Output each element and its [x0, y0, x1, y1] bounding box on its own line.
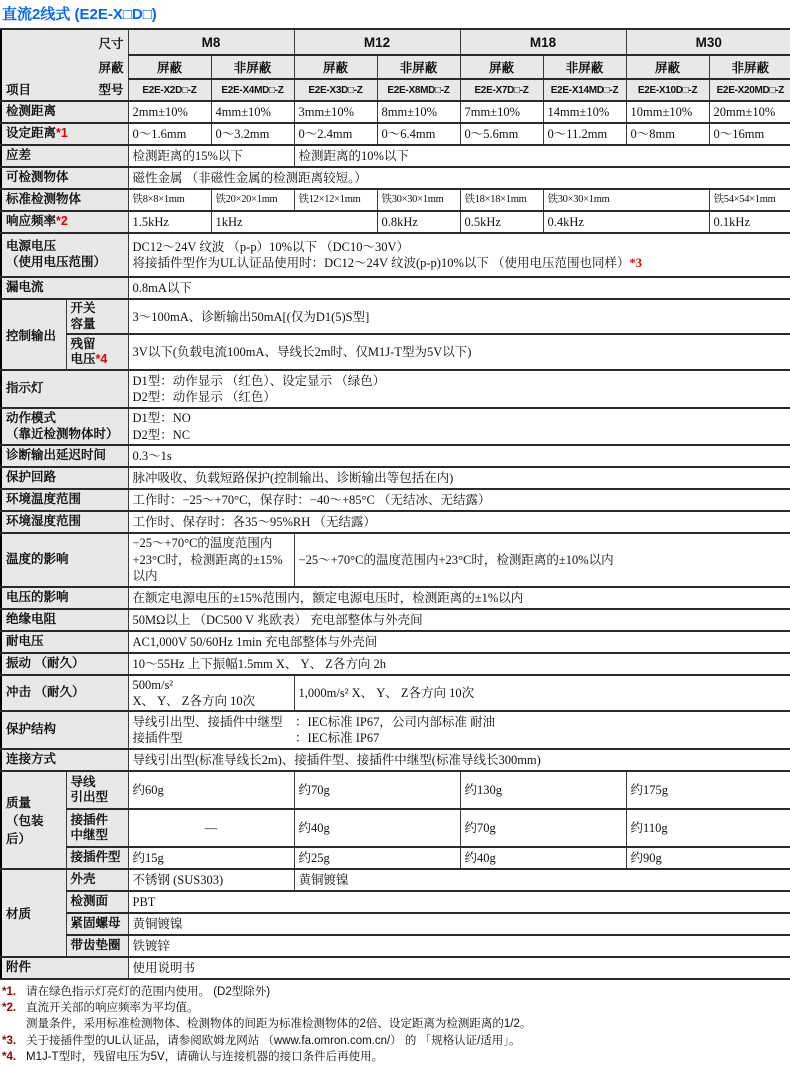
row-label: 漏电流: [1, 277, 128, 299]
spec-cell: 约130g: [460, 771, 626, 809]
shield-label: 屏蔽: [98, 60, 124, 75]
model-label: 型号: [98, 82, 124, 97]
cell-text-line: 带齿垫圈: [70, 938, 121, 953]
spec-cell: 约40g: [294, 809, 460, 847]
cell-text-line: 紧固螺母: [70, 916, 121, 931]
cell-text-line: 容量: [70, 316, 96, 331]
shield-header-cell: 屏蔽: [128, 55, 211, 79]
cell-text-line: 接插件: [70, 812, 109, 827]
cell-text-line: 质量: [6, 796, 32, 811]
row-sublabel: [66, 847, 128, 869]
spec-cell: 约40g: [460, 847, 626, 869]
spec-cell: [128, 533, 294, 587]
spec-cell: 约15g: [128, 847, 294, 869]
row-sublabel: [66, 891, 128, 913]
spec-cell: 在额定电源电压的±15%范围内，额定电源电压时，检测距离的±1%以内: [128, 587, 790, 609]
spec-cell: 0.4kHz: [543, 211, 709, 233]
spec-cell: —: [128, 809, 294, 847]
spec-cell: −25～+70°C的温度范围内+23°C时，检测距离的±10%以内: [294, 533, 790, 587]
spec-cell: 黄铜镀镍: [128, 913, 790, 935]
shield-header-cell: 非屏蔽: [709, 55, 790, 79]
row-label: 可检测物体: [1, 167, 128, 189]
row-insulation-resistance: [1, 609, 790, 631]
shield-header-cell: 屏蔽: [626, 55, 709, 79]
spec-cell: 0～11.2mm: [543, 123, 626, 145]
spec-cell: 1,000m/s² X、 Y、 Z各方向 10次: [294, 675, 790, 712]
spec-cell: 脉冲吸收、负载短路保护(控制输出、诊断输出等包括在内): [128, 467, 790, 489]
row-temperature-influence: [1, 533, 790, 587]
spec-cell: 20mm±10%: [709, 101, 790, 123]
asterisk-note: *1: [56, 126, 68, 141]
cell-text-line: 引出型: [70, 790, 109, 805]
shield-header-cell: 非屏蔽: [211, 55, 294, 79]
spec-cell: 不锈钢 (SUS303): [128, 869, 294, 891]
spec-cell: 工作时、保存时：各35～95%RH （无结露）: [128, 511, 790, 533]
cell-text-line: +23°C时，检测距离的±15%: [132, 552, 283, 567]
spec-cell: [128, 370, 790, 408]
row-leakage-current: [1, 277, 790, 299]
row-connection-method: [1, 749, 790, 771]
spec-cell: 铁20×20×1mm: [211, 189, 294, 211]
spec-cell: 1.5kHz: [128, 211, 211, 233]
spec-cell: 工作时：−25～+70°C，保存时：−40～+85°C （无结冰、无结露）: [128, 489, 790, 511]
model-header-cell: E2E-X2D□-Z: [128, 79, 211, 101]
spec-cell: PBT: [128, 891, 790, 913]
spec-cell: 铁30×30×1mm: [543, 189, 709, 211]
spec-cell: 50MΩ以上 （DC500 V 兆欧表） 充电部整体与外壳间: [128, 609, 790, 631]
row-material-washer: [1, 935, 790, 957]
row-label: 温度的影响: [1, 533, 128, 587]
row-label: 连接方式: [1, 749, 128, 771]
row-label: [1, 233, 128, 277]
spec-cell: 4mm±10%: [211, 101, 294, 123]
cell-text-line: DC12～24V 纹波 （p-p）10%以下 （DC10～30V）: [132, 239, 410, 254]
row-label: 保护结构: [1, 711, 128, 749]
cell-text-line: 500m/s²: [132, 677, 174, 692]
spec-cell: 使用说明书: [128, 957, 790, 979]
row-label: 诊断输出延迟时间: [1, 445, 128, 467]
cell-text-line: 导线: [70, 774, 96, 789]
spec-table: [0, 28, 790, 980]
row-protection-structure: [1, 711, 790, 749]
footnote: [2, 1049, 788, 1065]
row-dielectric-strength: [1, 631, 790, 653]
spec-cell: 0～6.4mm: [377, 123, 460, 145]
cell-text-line: 电源电压: [6, 239, 57, 254]
spec-cell: 黄铜镀镍: [294, 869, 790, 891]
cell-text-line: 外壳: [70, 872, 96, 887]
cell-text-line: 开关: [70, 301, 96, 315]
footnote: [2, 984, 788, 1000]
header-corner-layout: [6, 31, 124, 99]
row-label: 冲击 （耐久）: [1, 675, 128, 712]
spec-cell: 约70g: [294, 771, 460, 809]
row-label: 标准检测物体: [1, 189, 128, 211]
row-label: 耐电压: [1, 631, 128, 653]
footnote: [2, 1000, 788, 1016]
size-header-cell: M18: [460, 29, 626, 55]
spec-cell: 磁性金属 （非磁性金属的检测距离较短。）: [128, 167, 790, 189]
shield-header-cell: 屏蔽: [460, 55, 543, 79]
spec-cell: 约175g: [626, 771, 790, 809]
footnote: [2, 1033, 788, 1049]
spec-cell: 铁54×54×1mm: [709, 189, 790, 211]
row-sublabel: [66, 913, 128, 935]
footnote-text: M1J-T型时，残留电压为5V，请确认与连接机器的接口条件后再使用。: [26, 1050, 384, 1063]
row-accessory: [1, 957, 790, 979]
row-sublabel: [66, 299, 128, 334]
row-ambient-temperature: [1, 489, 790, 511]
row-sublabel: [66, 935, 128, 957]
asterisk-note: *3: [629, 256, 642, 270]
row-weight-cable: [1, 771, 790, 809]
row-label: 指示灯: [1, 370, 128, 408]
spec-cell: 0.1kHz: [709, 211, 790, 233]
row-material-sensing-face: [1, 891, 790, 913]
row-label: 附件: [1, 957, 128, 979]
row-sublabel: [66, 809, 128, 847]
spec-cell: 3～100mA、诊断输出50mA[(仅为D1(5)S型]: [128, 299, 790, 334]
row-switch-capacity: [1, 299, 790, 334]
group-label-control-output: 控制输出: [1, 299, 66, 370]
row-weight-connector: [1, 847, 790, 869]
cell-text-line: 残留: [70, 336, 96, 351]
spec-cell: 铁18×18×1mm: [460, 189, 543, 211]
spec-cell: 铁8×8×1mm: [128, 189, 211, 211]
spec-cell: [128, 233, 790, 277]
row-ambient-humidity: [1, 511, 790, 533]
row-label: 环境温度范围: [1, 489, 128, 511]
row-material-case: [1, 869, 790, 891]
model-header-cell: E2E-X20MD□-Z: [709, 79, 790, 101]
cell-text-line: 检测面: [70, 894, 109, 909]
spec-cell: 检测距离的10%以下: [294, 145, 790, 167]
footnote-text: 直流开关部的响应频率为平均值。: [26, 1002, 199, 1015]
row-operation-mode: [1, 408, 790, 445]
cell-text-line: （包装: [6, 814, 44, 829]
spec-cell: 0～3.2mm: [211, 123, 294, 145]
spec-cell: 2mm±10%: [128, 101, 211, 123]
page-title: 直流2线式 (E2E-X□D□): [2, 6, 157, 23]
size-header-cell: M8: [128, 29, 294, 55]
spec-cell: 0～1.6mm: [128, 123, 211, 145]
row-label: 保护回路: [1, 467, 128, 489]
group-label-weight: [1, 771, 66, 869]
spec-cell: 7mm±10%: [460, 101, 543, 123]
shield-header-cell: 屏蔽: [294, 55, 377, 79]
row-label: 绝缘电阻: [1, 609, 128, 631]
row-weight-connector-relay: [1, 809, 790, 847]
model-header-cell: E2E-X4MD□-Z: [211, 79, 294, 101]
row-label: 检测距离: [1, 101, 128, 123]
row-set-distance: [1, 123, 790, 145]
cell-text-line: （使用电压范围）: [6, 255, 107, 269]
cell-text-line: 导线引出型、接插件中继型 ：IEC标准 IP67，公司内部标准 耐油: [132, 715, 496, 729]
shield-header-cell: 非屏蔽: [543, 55, 626, 79]
cell-text-line: 中继型: [70, 828, 109, 843]
row-sublabel: [66, 869, 128, 891]
spec-cell: 0～8mm: [626, 123, 709, 145]
row-label: 电压的影响: [1, 587, 128, 609]
cell-text-line: 接插件型 ：IEC标准 IP67: [132, 731, 380, 746]
model-header-cell: E2E-X3D□-Z: [294, 79, 377, 101]
spec-cell: 0～2.4mm: [294, 123, 377, 145]
spec-cell: [128, 675, 294, 712]
cell-text-line: D2型：NC: [132, 427, 191, 442]
row-label: 应差: [1, 145, 128, 167]
shield-header-cell: 非屏蔽: [377, 55, 460, 79]
row-label: 设定距离*1: [1, 123, 128, 145]
row-sublabel: [66, 334, 128, 370]
row-protection-circuit: [1, 467, 790, 489]
spec-cell: [128, 408, 790, 445]
footnotes: [0, 980, 790, 1066]
spec-cell: 约60g: [128, 771, 294, 809]
spec-cell: 约70g: [460, 809, 626, 847]
row-material-nut: [1, 913, 790, 935]
row-power-voltage: [1, 233, 790, 277]
cell-text-line: 电压*4: [70, 352, 108, 367]
table-body: [1, 101, 790, 979]
row-label: [1, 408, 128, 445]
spec-cell: 导线引出型(标准导线长2m)、接插件型、接插件中继型(标准导线长300mm): [128, 749, 790, 771]
header-corner-cell: [1, 29, 128, 101]
row-hysteresis: [1, 145, 790, 167]
spec-cell: 0.3～1s: [128, 445, 790, 467]
cell-text-line: 以内: [132, 568, 158, 583]
spec-cell: 14mm±10%: [543, 101, 626, 123]
spec-cell: 0～5.6mm: [460, 123, 543, 145]
spec-cell: 1kHz: [211, 211, 377, 233]
row-label: 振动 （耐久）: [1, 653, 128, 675]
footnote-text: 请在绿色指示灯亮灯的范围内使用。 (D2型除外): [26, 986, 271, 999]
cell-text-line: X、 Y、 Z各方向 10次: [132, 694, 256, 708]
spec-cell: 10mm±10%: [626, 101, 709, 123]
cell-text-line: 后）: [6, 832, 32, 847]
cell-text-line: D2型：动作显示 （红色）: [132, 390, 276, 405]
row-sublabel: [66, 771, 128, 809]
cell-text-line: 将接插件型作为UL认证品使用时：DC12～24V 纹波(p-p)10%以下 （使用电压范围也同样）*3: [132, 256, 642, 270]
cell-text-line: D1型：动作显示 （红色）、设定显示 （绿色）: [132, 374, 386, 388]
row-indicator: [1, 370, 790, 408]
row-detection-distance: [1, 101, 790, 123]
row-shock: [1, 675, 790, 712]
row-label: 响应频率*2: [1, 211, 128, 233]
row-vibration: [1, 653, 790, 675]
asterisk-note: *4: [95, 352, 108, 367]
spec-cell: [128, 711, 790, 749]
spec-cell: 约90g: [626, 847, 790, 869]
model-header-cell: E2E-X7D□-Z: [460, 79, 543, 101]
cell-text-line: （靠近检测物体时）: [6, 426, 119, 441]
cell-text-line: 动作模式: [6, 410, 57, 425]
model-header-cell: E2E-X10D□-Z: [626, 79, 709, 101]
size-header-cell: M30: [626, 29, 790, 55]
size-header-cell: M12: [294, 29, 460, 55]
row-voltage-influence: [1, 587, 790, 609]
row-residual-voltage: [1, 334, 790, 370]
footnote-marker: *4.: [2, 1050, 17, 1063]
item-model-labels: [6, 78, 124, 99]
footnote-continuation: 测量条件，采用标准检测物体、检测物体的间距为标准检测物体的2倍、设定距离为检测距离的1/2。: [26, 1018, 532, 1031]
spec-cell: 0.8kHz: [377, 211, 460, 233]
footnote-marker: *2.: [2, 1002, 17, 1015]
model-header-cell: E2E-X14MD□-Z: [543, 79, 626, 101]
spec-cell: 3V以下(负载电流100mA、导线长2m时、仅M1J-T型为5V以下): [128, 334, 790, 370]
item-label: 项目: [6, 82, 32, 97]
row-label: 环境湿度范围: [1, 511, 128, 533]
size-label: 尺寸: [98, 37, 124, 51]
table-header: [1, 29, 790, 101]
spec-cell: 8mm±10%: [377, 101, 460, 123]
row-standard-object: [1, 189, 790, 211]
spec-cell: 0.8mA以下: [128, 277, 790, 299]
spec-cell: AC1,000V 50/60Hz 1min 充电部整体与外壳间: [128, 631, 790, 653]
spec-cell: 铁30×30×1mm: [377, 189, 460, 211]
header-row-sizes: [1, 29, 790, 55]
row-detectable-object: [1, 167, 790, 189]
spec-cell: 铁镀锌: [128, 935, 790, 957]
row-diagnosis-delay: [1, 445, 790, 467]
spec-cell: 约25g: [294, 847, 460, 869]
footnote-marker: *3.: [2, 1034, 17, 1047]
group-label-material: 材质: [1, 869, 66, 957]
spec-cell: 约110g: [626, 809, 790, 847]
footnote-marker: *1.: [2, 986, 17, 999]
footnote-text: 关于接插件型的UL认证品，请参阅欧姆龙网站 （www.fa.omron.com.cn/） 的 「规格认证/适用」。: [26, 1034, 521, 1047]
spec-cell: 10～55Hz 上下振幅1.5mm X、 Y、 Z各方向 2h: [128, 653, 790, 675]
spec-cell: 0～16mm: [709, 123, 790, 145]
spec-cell: 铁12×12×1mm: [294, 189, 377, 211]
cell-text-line: D1型：NO: [132, 411, 191, 426]
spec-cell: 检测距离的15%以下: [128, 145, 294, 167]
cell-text-line: 接插件型: [70, 850, 121, 865]
asterisk-note: *2: [56, 214, 68, 229]
spec-cell: 0.5kHz: [460, 211, 543, 233]
row-response-frequency: [1, 211, 790, 233]
spec-cell: 3mm±10%: [294, 101, 377, 123]
cell-text-line: −25～+70°C的温度范围内: [132, 536, 273, 551]
model-header-cell: E2E-X8MD□-Z: [377, 79, 460, 101]
